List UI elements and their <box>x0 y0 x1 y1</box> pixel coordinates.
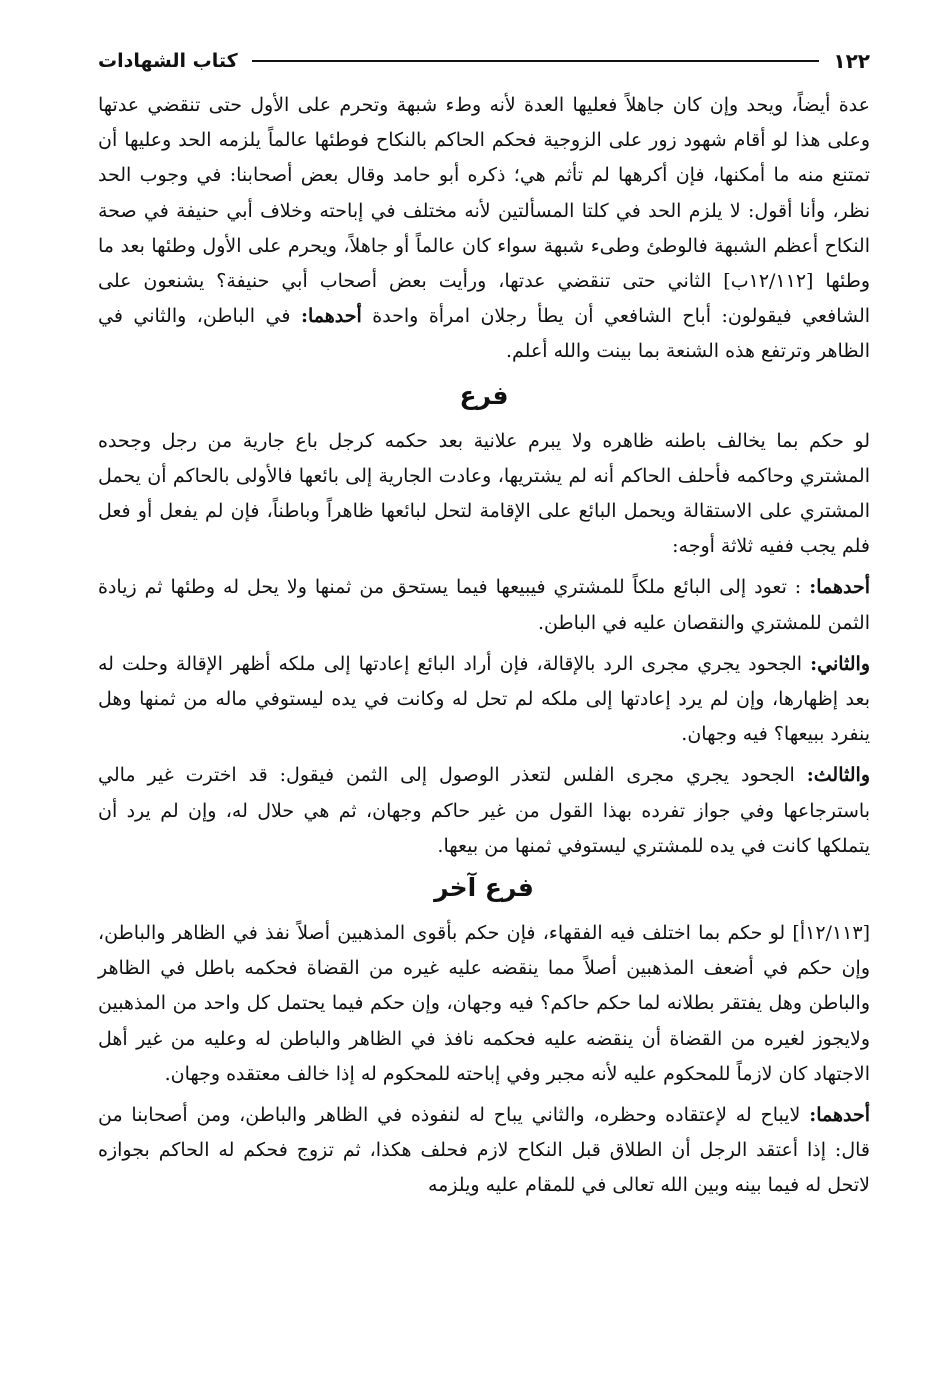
paragraph-lead-term: والثالث: <box>806 764 870 787</box>
paragraph-text: لو حكم بما يخالف باطنه ظاهره ولا يبرم علانية بعد حكمه كرجل باع جارية من رجل وجحده المشتري وحاكمه فأحلف الحاكم أنه لم يشتريها، وعادت الجارية إلى بائعها فالأولى بالحاكم أن يحمل المشتري على الاستقالة ويحمل البائع على الإقامة لتحل لبائعها ظاهراً وباطناً، فإن لم يفعل أو فعل فلم يجب ففيه ثلاثة أوجه: <box>98 429 870 558</box>
paragraph <box>98 1098 870 1204</box>
section-heading-far: فرع <box>459 380 509 410</box>
paragraph-lead-term: أحدهما: <box>809 576 870 599</box>
intro-tail: في الباطن، والثاني في الظاهر وترتفع هذه الشنعة بما بينت والله أعلم. <box>98 305 870 363</box>
intro-lead-term: أحدهما: <box>300 305 362 328</box>
paragraph <box>98 570 870 640</box>
paragraph <box>98 424 870 565</box>
paragraph <box>98 916 870 1092</box>
intro-text: عدة أيضاً، ويحد وإن كان جاهلاً فعليها العدة لأنه وطء شبهة وتحرم على الأول حتى تنقضي عدتها وعلى هذا لو أقام شهود زور على الزوجية فحكم الحاكم بالنكاح فوطئها عالماً يلزمه الحد وعليها أن تمتنع منه ما أمكنها، فإن أكرهها لم تأثم هي؛ ذكره أبو حامد وقال بعض أصحابنا: في وجوب الحد نظر، وأنا أقول: لا يلزم الحد في كلتا المسألتين لأنه مختلف في إباحته وخلاف أبي حنيفة في صحة النكاح أعظم الشبهة فالوطئ وطىء شبهة سواء كان عالماً أو جاهلاً، ويحرم على الأول وطئها بعد ما وطئها [١٢/١١٢ب] الثاني حتى تنقضي عدتها، ورأيت بعض أصحاب أبي حنيفة؟ يشنعون على الشافعي فيقولون: أباح الشافعي أن يطأ رجلان امرأة واحدة <box>98 94 871 328</box>
paragraph <box>98 758 870 864</box>
paragraph <box>98 647 870 753</box>
book-page <box>98 40 870 1204</box>
section-far-body <box>98 424 870 864</box>
paragraph-text: الجحود يجري مجرى الفلس لتعذر الوصول إلى الثمن فيقول: قد اخترت غير مالي باسترجاعها وفي جواز تفرده بهذا القول من غير حاكم وجهان، ثم هي حلال له، وإن لم يرد أن يتملكها كانت في يده للمشتري ليستوفي ثمنها من بيعها. <box>98 764 871 857</box>
section-heading-far-akhar: فرع آخر <box>434 873 534 903</box>
paragraph-text: : تعود إلى البائع ملكاً للمشتري فيبيعها فيما يستحق من ثمنها ولا يحل له وطئها ثم زيادة الثمن للمشتري والنقصان عليه في الباطن. <box>98 576 870 634</box>
running-header <box>98 40 870 82</box>
paragraph-text: لايباح له لإعتقاده وحظره، والثاني يباح له لنفوذه في الظاهر والباطن، ومن أصحابنا من قال: إذا أعتقد الرجل أن الطلاق قبل النكاح لازم فحلف هكذا، ثم تزوج فحكم له الحاكم بجوازه لاتحل له فيما بينه وبين الله تعالى في للمقام عليه ويلزمه <box>98 1104 870 1197</box>
book-title: كتاب الشهادات <box>98 50 238 72</box>
paragraph-text: [١٢/١١٣أ] لو حكم بما اختلف فيه الفقهاء، فإن حكم بأقوى المذهبين أصلاً نفذ في الظاهر والباطن، وإن حكم في أضعف المذهبين أصلاً مما ينقضه عليه غيره من القضاة فحكمه باطل في الظاهر والباطن وهل يفتقر بطلانه لما حكم حاكم؟ فيه وجهان، وإن حكم فيما يحتمل كل واحد من المذهبين ولايجوز لغيره من القضاة أن ينقضه عليه فحكمه نافذ في الظاهر والباطن له وعليه من غير أهل الاجتهاد كان لازماً للمحكوم عليه لأنه مجبر وفي إباحته للمحكوم له إذا خالف معتقده وجهان. <box>98 922 870 1085</box>
paragraph-text: الجحود يجري مجرى الرد بالإقالة، فإن أراد البائع إعادتها إلى ملكه أظهر الإقالة وحلت له بعد إظهارها، وإن لم يرد إعادتها إلى ملكه لم تحل له وكانت في يده ليستوفي ماله من ثمنها وهل ينفرد ببيعها؟ فيه وجهان. <box>98 652 870 746</box>
paragraph-lead-term: والثاني: <box>810 652 870 675</box>
paragraph-lead-term: أحدهما: <box>809 1104 870 1127</box>
section-far-akhar-body <box>98 916 870 1204</box>
page-number: ١٢٢ <box>833 49 870 73</box>
intro-paragraph <box>98 88 870 370</box>
header-rule <box>252 60 820 62</box>
